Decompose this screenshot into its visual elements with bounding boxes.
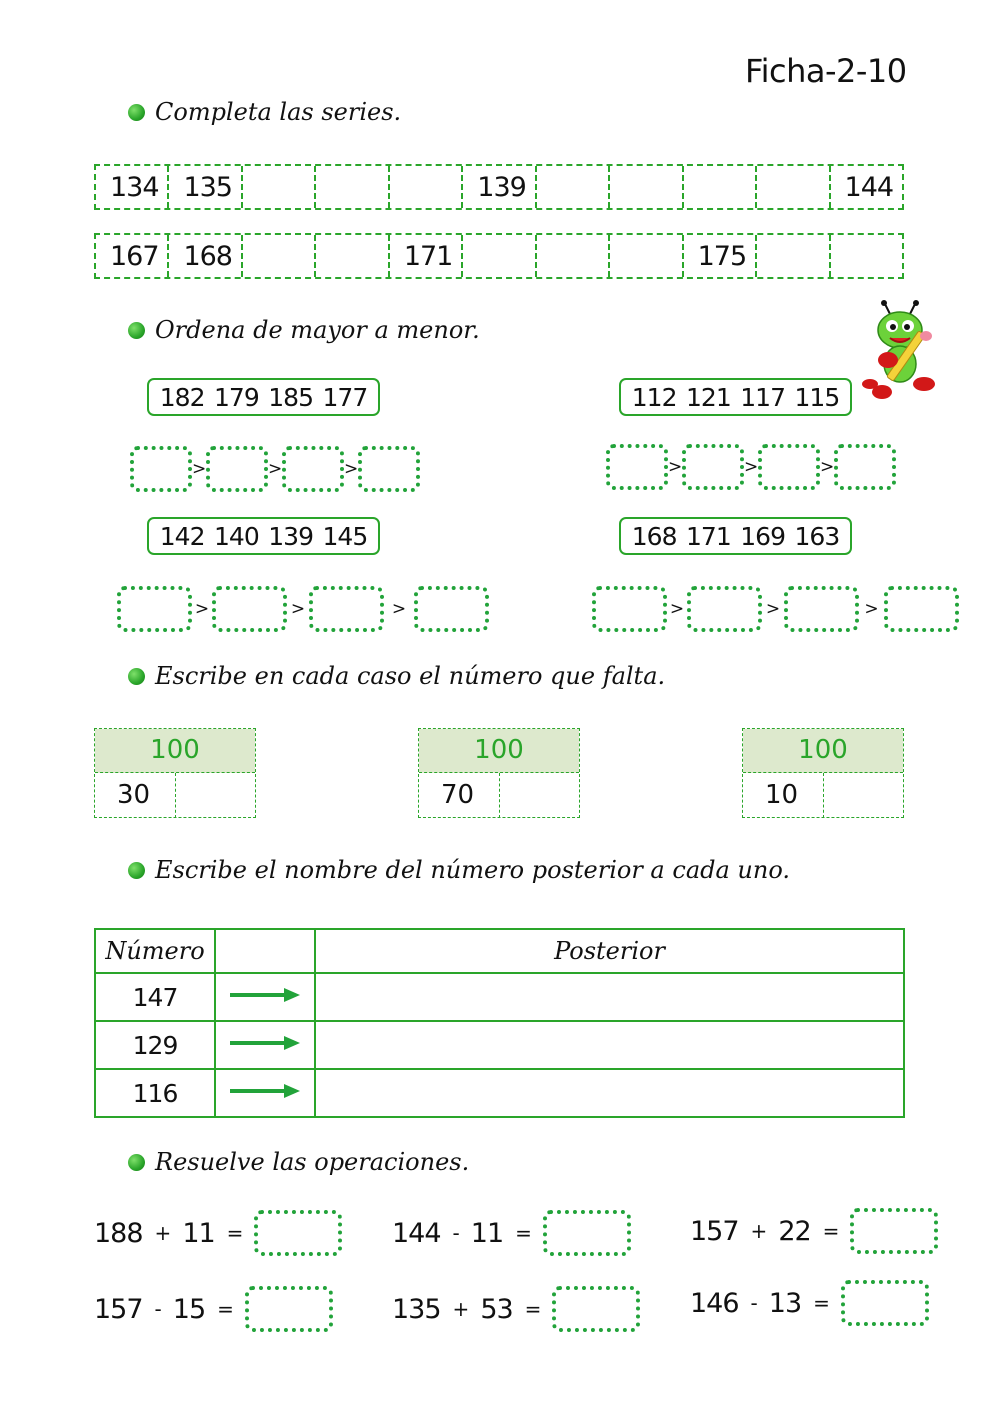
table-number: 129 (95, 1021, 215, 1069)
series-blank[interactable] (755, 166, 828, 208)
arrow-right-icon (216, 1022, 314, 1064)
series-blank[interactable] (682, 166, 755, 208)
answer-box[interactable] (254, 1210, 342, 1256)
operator: + (750, 1219, 767, 1243)
equals-sign: = (524, 1297, 541, 1321)
operand: 15 (172, 1293, 206, 1325)
series-cell: 175 (682, 235, 755, 277)
answer-box[interactable] (282, 446, 344, 492)
operand: 188 (94, 1217, 143, 1249)
order-answer-line (130, 446, 420, 492)
number-group (619, 517, 852, 555)
section-series-label: Completa las series. (155, 98, 402, 126)
header-arrow (215, 929, 315, 973)
operand: 157 (690, 1215, 739, 1247)
number-name-table (94, 928, 905, 1118)
section-order-label: Ordena de mayor a menor. (155, 316, 480, 344)
decomposition-blank[interactable] (823, 773, 904, 818)
answer-cell[interactable] (315, 973, 904, 1021)
operand: 144 (392, 1217, 441, 1249)
greater-than-sign: > (765, 599, 781, 619)
bullet-icon (128, 668, 145, 685)
answer-box[interactable] (784, 586, 859, 632)
section-operations-title (128, 1148, 469, 1176)
series-cell: 135 (167, 166, 240, 208)
answer-box[interactable] (850, 1208, 938, 1254)
greater-than-sign: > (290, 599, 306, 619)
greater-than-sign: > (744, 457, 759, 477)
answer-box[interactable] (552, 1286, 640, 1332)
group-number: 115 (794, 382, 840, 412)
operation (94, 1286, 333, 1332)
answer-box[interactable] (358, 446, 420, 492)
worksheet-title: Ficha-2-10 (745, 52, 907, 90)
series-blank[interactable] (314, 235, 387, 277)
equals-sign: = (515, 1221, 531, 1245)
series-cell: 139 (461, 166, 534, 208)
answer-box[interactable] (117, 586, 192, 632)
operand: 13 (768, 1287, 802, 1319)
order-answer-line (592, 586, 959, 632)
arrow-cell (215, 973, 315, 1021)
operand: 22 (778, 1215, 811, 1247)
operator: - (750, 1291, 757, 1315)
greater-than-sign: > (668, 457, 683, 477)
decomposition-total: 100 (419, 729, 579, 773)
series-blank[interactable] (388, 166, 461, 208)
number-group (147, 517, 380, 555)
group-number: 117 (740, 382, 785, 412)
equals-sign: = (217, 1297, 233, 1321)
group-number: 140 (214, 521, 259, 551)
answer-cell[interactable] (315, 1021, 904, 1069)
operation (690, 1280, 929, 1326)
greater-than-sign: > (344, 459, 359, 479)
group-number: 163 (794, 521, 840, 551)
greater-than-sign: > (864, 599, 879, 619)
answer-box[interactable] (592, 586, 667, 632)
equals-sign: = (822, 1219, 839, 1243)
group-number: 142 (159, 521, 205, 551)
answer-box[interactable] (682, 444, 744, 490)
bullet-icon (128, 322, 145, 339)
greater-than-sign: > (192, 459, 207, 479)
bullet-icon (128, 1154, 145, 1171)
group-number: 168 (631, 521, 677, 551)
section-names-title (128, 856, 790, 884)
group-number: 139 (268, 521, 313, 551)
group-number: 112 (631, 382, 677, 412)
group-number: 185 (268, 382, 313, 412)
series-blank[interactable] (608, 166, 681, 208)
header-number: Número (95, 929, 215, 973)
series-cell: 168 (167, 235, 240, 277)
operator: - (452, 1221, 459, 1245)
number-group (619, 378, 852, 416)
number-group (147, 378, 380, 416)
operation (94, 1210, 342, 1256)
decomposition-blank[interactable] (499, 773, 580, 818)
answer-box[interactable] (543, 1210, 631, 1256)
series-cell: 144 (829, 166, 902, 208)
header-next: Posterior (315, 929, 904, 973)
series-blank[interactable] (608, 235, 681, 277)
decomposition-box (94, 728, 256, 818)
answer-box[interactable] (834, 444, 896, 490)
decomposition-blank[interactable] (175, 773, 256, 818)
operator: + (154, 1221, 171, 1245)
series-blank[interactable] (461, 235, 534, 277)
operator: - (154, 1297, 161, 1321)
operand: 53 (480, 1293, 513, 1325)
order-answer-line (606, 444, 896, 490)
operator: + (452, 1297, 469, 1321)
equals-sign: = (226, 1221, 243, 1245)
series-cell: 134 (110, 171, 159, 203)
series-row-1 (94, 164, 904, 210)
answer-box[interactable] (206, 446, 268, 492)
series-row-2 (94, 233, 904, 279)
operand: 157 (94, 1293, 143, 1325)
operation (392, 1210, 631, 1256)
series-cell: 171 (388, 235, 461, 277)
answer-box[interactable] (212, 586, 287, 632)
group-number: 182 (159, 382, 205, 412)
series-blank[interactable] (241, 235, 314, 277)
arrow-cell (215, 1069, 315, 1117)
group-number: 171 (686, 521, 731, 551)
greater-than-sign: > (194, 599, 210, 619)
group-number: 121 (686, 382, 731, 412)
operand: 146 (690, 1287, 739, 1319)
order-answer-line (117, 586, 489, 632)
decomposition-total: 100 (95, 729, 255, 773)
table-number: 147 (95, 973, 215, 1021)
section-order-title (128, 316, 480, 344)
answer-box[interactable] (245, 1286, 333, 1332)
answer-box[interactable] (687, 586, 762, 632)
operand: 135 (392, 1293, 441, 1325)
section-names-label: Escribe el nombre del número posterior a cada uno. (155, 856, 790, 884)
operation (690, 1208, 938, 1254)
series-blank[interactable] (829, 235, 902, 277)
answer-box[interactable] (606, 444, 668, 490)
table-number: 116 (95, 1069, 215, 1117)
decomposition-box (742, 728, 904, 818)
operand: 11 (470, 1217, 504, 1249)
answer-box[interactable] (414, 586, 489, 632)
answer-box[interactable] (309, 586, 384, 632)
section-series-title (128, 98, 401, 126)
section-operations-label: Resuelve las operaciones. (155, 1148, 470, 1176)
section-missing-label: Escribe en cada caso el número que falta. (155, 662, 666, 690)
group-number: 145 (322, 521, 368, 551)
decomposition-total: 100 (743, 729, 903, 773)
section-missing-title (128, 662, 665, 690)
series-blank[interactable] (755, 235, 828, 277)
arrow-right-icon (216, 1070, 314, 1112)
series-blank[interactable] (535, 166, 608, 208)
series-blank[interactable] (535, 235, 608, 277)
answer-box[interactable] (758, 444, 820, 490)
bullet-icon (128, 862, 145, 879)
answer-cell[interactable] (315, 1069, 904, 1117)
series-blank[interactable] (241, 166, 314, 208)
operation (392, 1286, 640, 1332)
group-number: 169 (740, 521, 785, 551)
equals-sign: = (813, 1291, 829, 1315)
decomposition-part: 10 (765, 780, 799, 810)
greater-than-sign: > (820, 457, 835, 477)
caterpillar-mascot-icon (858, 300, 948, 410)
group-number: 177 (322, 382, 368, 412)
arrow-right-icon (216, 974, 314, 1016)
bullet-icon (128, 104, 145, 121)
greater-than-sign: > (669, 599, 685, 619)
answer-box[interactable] (884, 586, 959, 632)
answer-box[interactable] (130, 446, 192, 492)
greater-than-sign: > (391, 599, 407, 619)
answer-box[interactable] (841, 1280, 929, 1326)
decomposition-part: 30 (117, 780, 151, 810)
series-cell: 167 (110, 240, 159, 272)
decomposition-box (418, 728, 580, 818)
greater-than-sign: > (268, 459, 283, 479)
decomposition-part: 70 (441, 780, 475, 810)
group-number: 179 (214, 382, 259, 412)
operand: 11 (182, 1217, 215, 1249)
arrow-cell (215, 1021, 315, 1069)
series-blank[interactable] (314, 166, 387, 208)
